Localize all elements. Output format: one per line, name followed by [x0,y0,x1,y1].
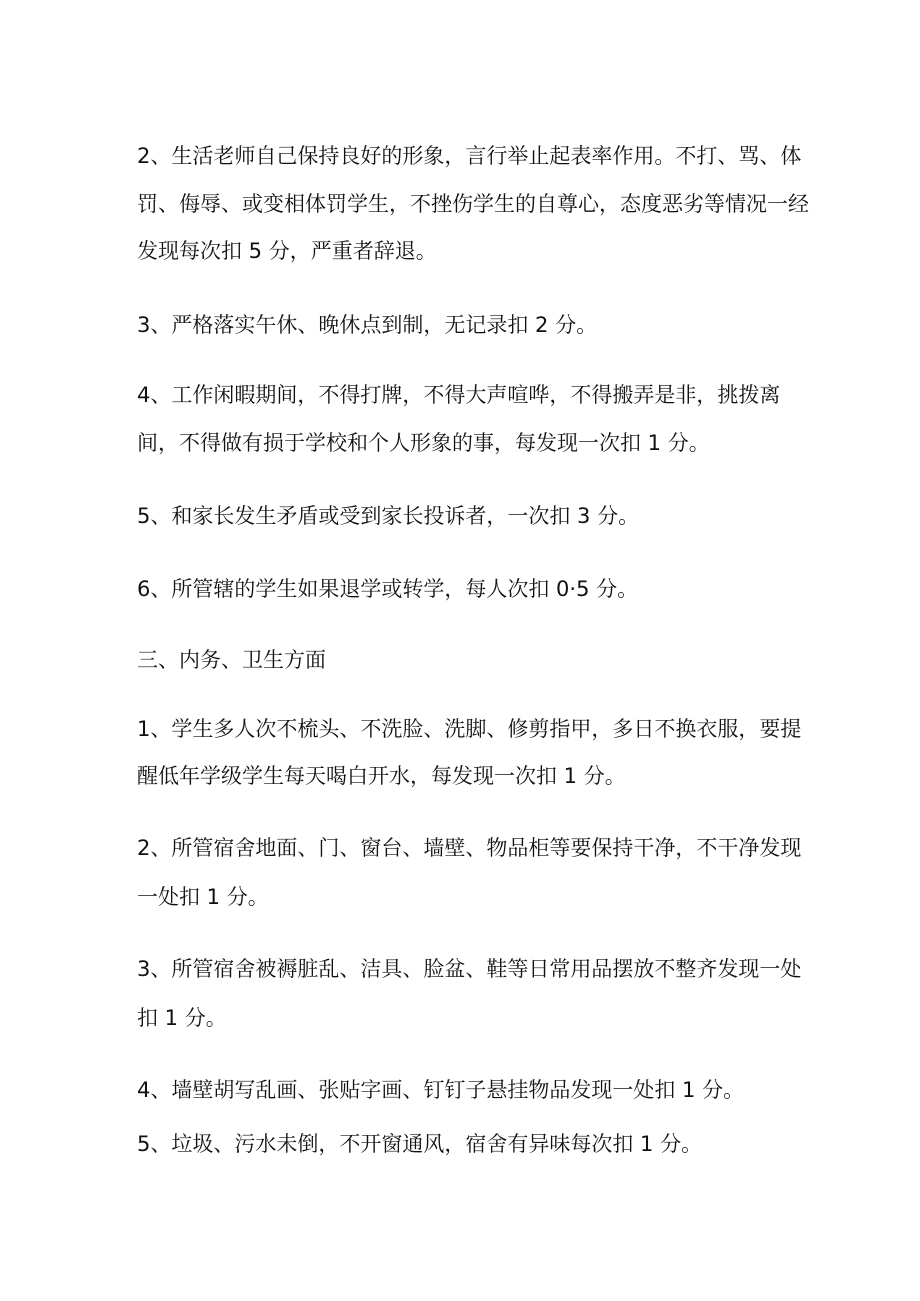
text-line: 1、学生多人次不梳头、不洗脸、洗脚、修剪指甲，多日不换衣服，要提 [137,717,802,741]
text-line: 3、严格落实午休、晚休点到制，无记录扣 2 分。 [137,313,598,337]
text-line: 间，不得做有损于学校和个人形象的事，每发现一次扣 1 分。 [137,431,710,455]
text-line: 5、垃圾、污水未倒，不开窗通风，宿舍有异味每次扣 1 分。 [137,1132,703,1156]
text-line: 4、工作闲暇期间，不得打牌，不得大声喧哗，不得搬弄是非，挑拨离 [137,383,781,407]
text-line: 发现每次扣 5 分，严重者辞退。 [137,239,437,263]
section-heading: 三、内务、卫生方面 [137,648,326,672]
text-line: 6、所管辖的学生如果退学或转学，每人次扣 0·5 分。 [137,577,639,601]
text-line: 一处扣 1 分。 [137,885,269,909]
text-line: 扣 1 分。 [137,1006,227,1030]
text-line: 4、墙壁胡写乱画、张贴字画、钉钉子悬挂物品发现一处扣 1 分。 [137,1078,745,1102]
text-line: 3、所管宿舍被褥脏乱、洁具、脸盆、鞋等日常用品摆放不整齐发现一处 [137,957,802,981]
text-line: 5、和家长发生矛盾或受到家长投诉者，一次扣 3 分。 [137,504,640,528]
text-line: 2、所管宿舍地面、门、窗台、墙壁、物品柜等要保持干净，不干净发现 [137,836,802,860]
text-line: 2、生活老师自己保持良好的形象，言行举止起表率作用。不打、骂、体 [137,144,802,168]
text-line: 醒低年学级学生每天喝白开水，每发现一次扣 1 分。 [137,764,626,788]
text-line: 罚、侮辱、或变相体罚学生，不挫伤学生的自尊心，态度恶劣等情况一经 [137,192,809,216]
